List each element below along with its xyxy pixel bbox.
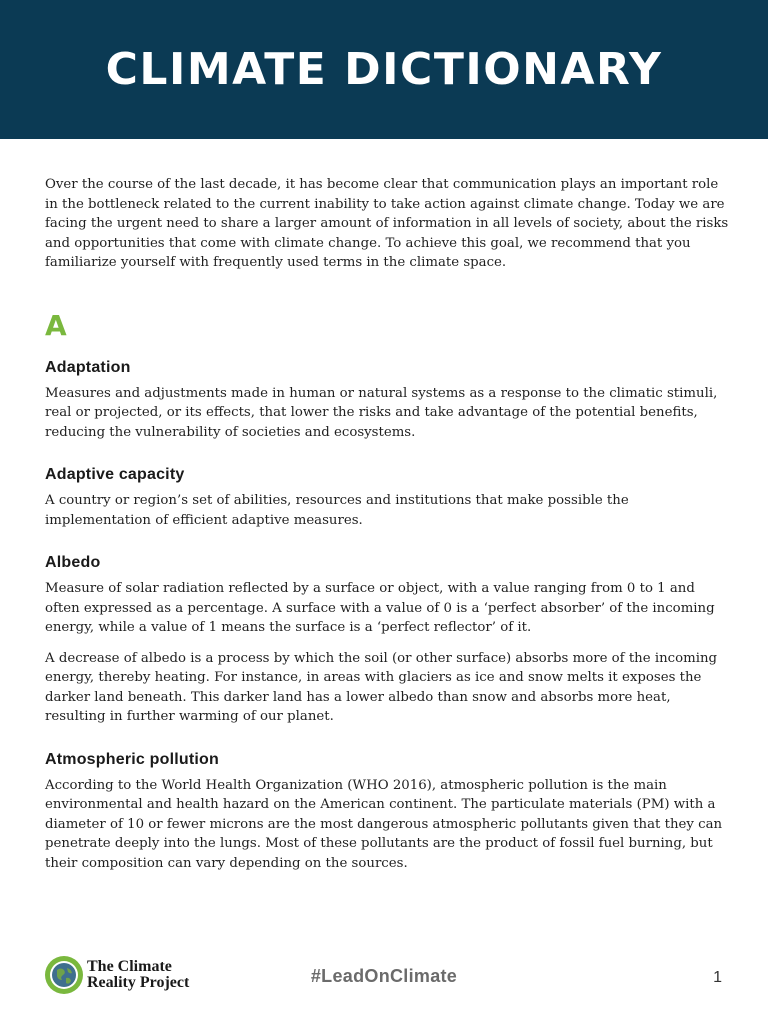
term-adaptation <box>45 358 730 443</box>
term-definition: Measure of solar radiation reflected by a surface or object, with a value ranging from 0 to 1 and often expressed as a percentage. A surface with a value of 0 is a ‘perfect absorber’ of the incoming energy, while a value of 1 means the surface is a ‘perfect reflector’ of it. <box>45 581 715 635</box>
document-body <box>45 175 730 896</box>
term-title: Adaptive capacity <box>45 466 185 483</box>
title-banner <box>0 0 768 139</box>
logo-line-2: Reality Project <box>87 974 190 991</box>
section-letter: A <box>45 308 67 342</box>
term-title: Adaptation <box>45 358 131 376</box>
term-title: Atmospheric pollution <box>45 750 219 768</box>
term-adaptive-capacity <box>45 465 730 530</box>
intro-paragraph: Over the course of the last decade, it has become clear that communication plays an important role in the bottleneck related to the current inability to take action against climate change. Today we are facing the urgent need to share a larger amount of information in all levels of society, about the risks and opportunities that come with climate change. To achieve this goal, we recommend that you familiarize yourself with frequently used terms in the climate space. <box>45 177 729 270</box>
page-title: CLIMATE DICTIONARY <box>105 44 663 95</box>
term-atmospheric-pollution <box>45 750 730 874</box>
page-number: 1 <box>713 969 722 986</box>
hashtag: #LeadOnClimate <box>310 966 458 986</box>
page-footer <box>0 950 768 1006</box>
term-definition: A decrease of albedo is a process by which the soil (or other surface) absorbs more of the incoming energy, thereby heating. For instance, in areas with glaciers as ice and snow melts it exposes the darker land beneath. This darker land has a lower albedo than snow and absorbs more heat, resulting in further warming of our planet. <box>45 650 718 724</box>
logo-line-1: The Climate <box>87 958 172 975</box>
term-definition: A country or region’s set of abilities, resources and institutions that make possible the implementation of efficient adaptive measures. <box>45 493 629 528</box>
term-definition: Measures and adjustments made in human or natural systems as a response to the climatic stimuli, real or projected, or its effects, that lower the risks and take advantage of the potential benefits, reducing the vulnerability of societies and ecosystems. <box>45 385 718 440</box>
term-albedo <box>45 553 730 727</box>
term-title: Albedo <box>45 554 101 571</box>
term-definition: According to the World Health Organization (WHO 2016), atmospheric pollution is the main environmental and health hazard on the American continent. The particulate materials (PM) with a diameter of 10 or fewer microns are the most dangerous atmospheric pollutants given that they can penetrate deeply into the lungs. Most of these pollutants are the product of fossil fuel burning, but their composition can vary depending on the sources. <box>45 777 723 871</box>
